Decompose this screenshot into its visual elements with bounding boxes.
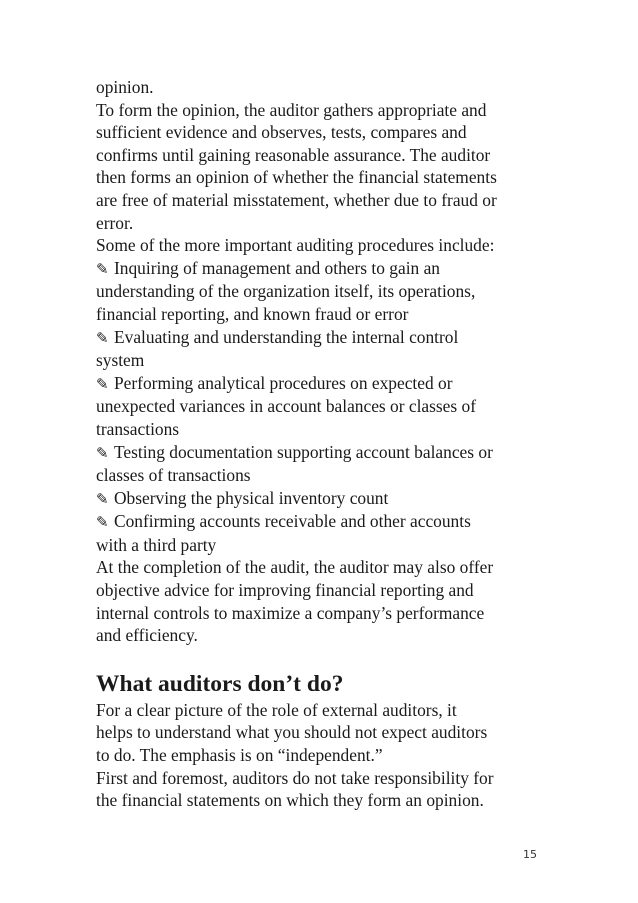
- procedures-list: [96, 257, 556, 557]
- text-line: opinion.: [96, 77, 154, 97]
- text-line: are free of material misstatement, whether due to fraud or: [96, 189, 497, 210]
- text-line: internal controls to maximize a company’s performance: [96, 602, 485, 623]
- text-line: First and foremost, auditors do not take responsibility for: [96, 767, 494, 788]
- text-line: helps to understand what you should not expect auditors: [96, 722, 488, 743]
- list-item: [96, 257, 556, 326]
- text-line: and efficiency.: [96, 625, 198, 646]
- list-item-text: Observing the physical inventory count: [114, 487, 389, 508]
- section-heading: What auditors don’t do?: [96, 670, 344, 697]
- text-line: understanding of the organization itself, its operations,: [96, 281, 476, 302]
- text-line: Some of the more important auditing procedures include:: [96, 235, 495, 256]
- list-item: [96, 441, 556, 487]
- text-line: system: [96, 350, 145, 371]
- paragraph-what-auditors-dont-do: [96, 699, 556, 812]
- text-line: error.: [96, 212, 134, 233]
- list-item-text: Evaluating and understanding the internal control: [114, 326, 459, 347]
- pencil-icon: ✎: [96, 374, 109, 393]
- pencil-icon: ✎: [96, 513, 109, 532]
- text-line: classes of transactions: [96, 465, 251, 486]
- list-item-text: Performing analytical procedures on expected or: [114, 372, 453, 393]
- text-line: sufficient evidence and observes, tests, compares and: [96, 122, 467, 143]
- text-line: confirms until gaining reasonable assurance. The auditor: [96, 144, 491, 165]
- text-line: with a third party: [96, 534, 217, 555]
- text-line: For a clear picture of the role of external auditors, it: [96, 699, 457, 720]
- text-line: To form the opinion, the auditor gathers appropriate and: [96, 99, 487, 120]
- page-number: 15: [523, 848, 537, 861]
- list-item: [96, 487, 556, 511]
- pencil-icon: ✎: [96, 489, 109, 508]
- text-line: then forms an opinion of whether the financial statements: [96, 167, 497, 188]
- text-line: unexpected variances in account balances or classes of: [96, 396, 477, 417]
- list-item: [96, 372, 556, 441]
- list-item: [96, 510, 556, 556]
- text-line: to do. The emphasis is on “independent.”: [96, 745, 383, 766]
- pencil-icon: ✎: [96, 328, 109, 347]
- list-item-text: Confirming accounts receivable and other accounts: [114, 511, 471, 532]
- spacer: [96, 647, 556, 669]
- list-item-text: Inquiring of management and others to gain an: [114, 257, 440, 278]
- text-line: the financial statements on which they form an opinion.: [96, 790, 484, 811]
- pencil-icon: ✎: [96, 443, 109, 462]
- paragraph-audit-completion: [96, 556, 556, 646]
- document-page: [96, 76, 556, 812]
- text-line: objective advice for improving financial reporting and: [96, 580, 474, 601]
- text-line: transactions: [96, 418, 180, 439]
- paragraph-procedures-intro: [96, 76, 556, 257]
- text-line: At the completion of the audit, the auditor may also offer: [96, 557, 494, 578]
- list-item: [96, 326, 556, 372]
- text-line: financial reporting, and known fraud or error: [96, 303, 409, 324]
- list-item-text: Testing documentation supporting account balances or: [114, 441, 493, 462]
- pencil-icon: ✎: [96, 259, 109, 278]
